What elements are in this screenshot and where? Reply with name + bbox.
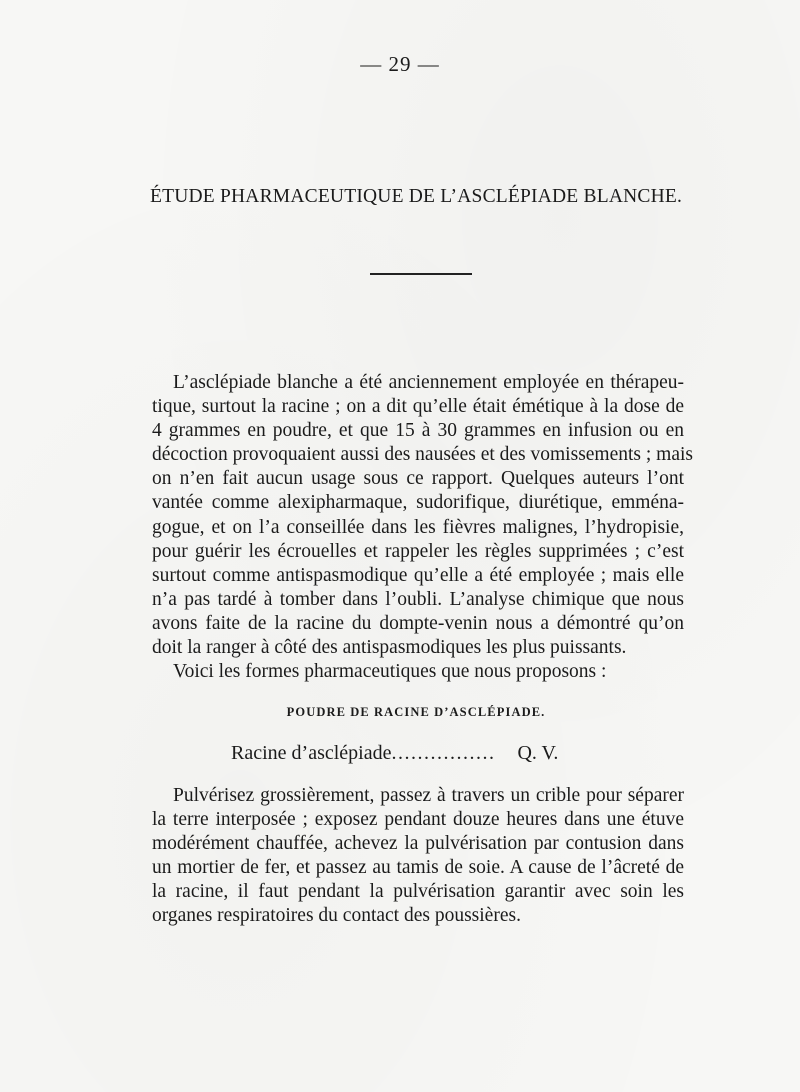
method-line: organes respiratoires du contact des poussières.: [152, 905, 521, 927]
intro-line: pour guérir les écrouelles et rappeler les règles supprimées ; c’est: [152, 540, 684, 562]
intro-line: n’a pas tardé à tomber dans l’oubli. L’analyse chimique que nous: [152, 588, 684, 610]
intro-line: avons faite de la racine du dompte-venin nous a démontré qu’on: [152, 612, 684, 634]
intro-line: tique, surtout la racine ; on a dit qu’elle était émétique à la dose de: [152, 396, 684, 418]
method-line: la terre interposée ; exposez pendant douze heures dans une étuve: [152, 809, 684, 831]
method-line: Pulvérisez grossièrement, passez à travers un crible pour séparer: [173, 785, 684, 806]
formula-quantity: Q. V.: [517, 742, 559, 764]
method-line: un mortier de fer, et passez au tamis de soie. A cause de l’âcreté de: [152, 857, 684, 879]
title-divider: [370, 273, 472, 275]
intro-line: 4 grammes en poudre, et que 15 à 30 grammes en infusion ou en: [152, 420, 684, 442]
intro-line: décoction provoquaient aussi des nausées et des vomissements ; mais: [152, 444, 694, 466]
page-title: ÉTUDE PHARMACEUTIQUE DE L’ASCLÉPIADE BLANCHE.: [150, 186, 683, 207]
intro-paragraph: [152, 371, 694, 684]
intro-line: Voici les formes pharmaceutiques que nous proposons :: [173, 661, 607, 683]
method-line: la racine, il faut pendant la pulvérisation garantir avec soin les: [152, 881, 684, 903]
formula-leader-dots: ................: [391, 742, 496, 764]
method-line: modérément chauffée, achevez la pulvérisation par contusion dans: [152, 833, 684, 855]
method-paragraph: [152, 784, 684, 929]
intro-line: on n’en fait aucun usage sous ce rapport. Quelques auteurs l’ont: [152, 468, 684, 490]
intro-line: vantée comme alexipharmaque, sudorifique, diurétique, emména-: [152, 492, 684, 514]
intro-line: surtout comme antispasmodique qu’elle a été employée ; mais elle: [152, 564, 684, 586]
formula-line: [231, 742, 611, 765]
intro-line: L’asclépiade blanche a été anciennement employée en thérapeu-: [173, 372, 684, 393]
intro-line: doit la ranger à côté des antispasmodiques les plus puissants.: [152, 637, 627, 659]
intro-line: gogue, et on l’a conseillée dans les fièvres malignes, l’hydropisie,: [152, 516, 684, 538]
page-number: — 29 —: [360, 52, 440, 76]
formula-ingredient: Racine d’asclépiade: [231, 742, 392, 764]
section-heading: POUDRE DE RACINE D’ASCLÉPIADE.: [286, 705, 546, 719]
